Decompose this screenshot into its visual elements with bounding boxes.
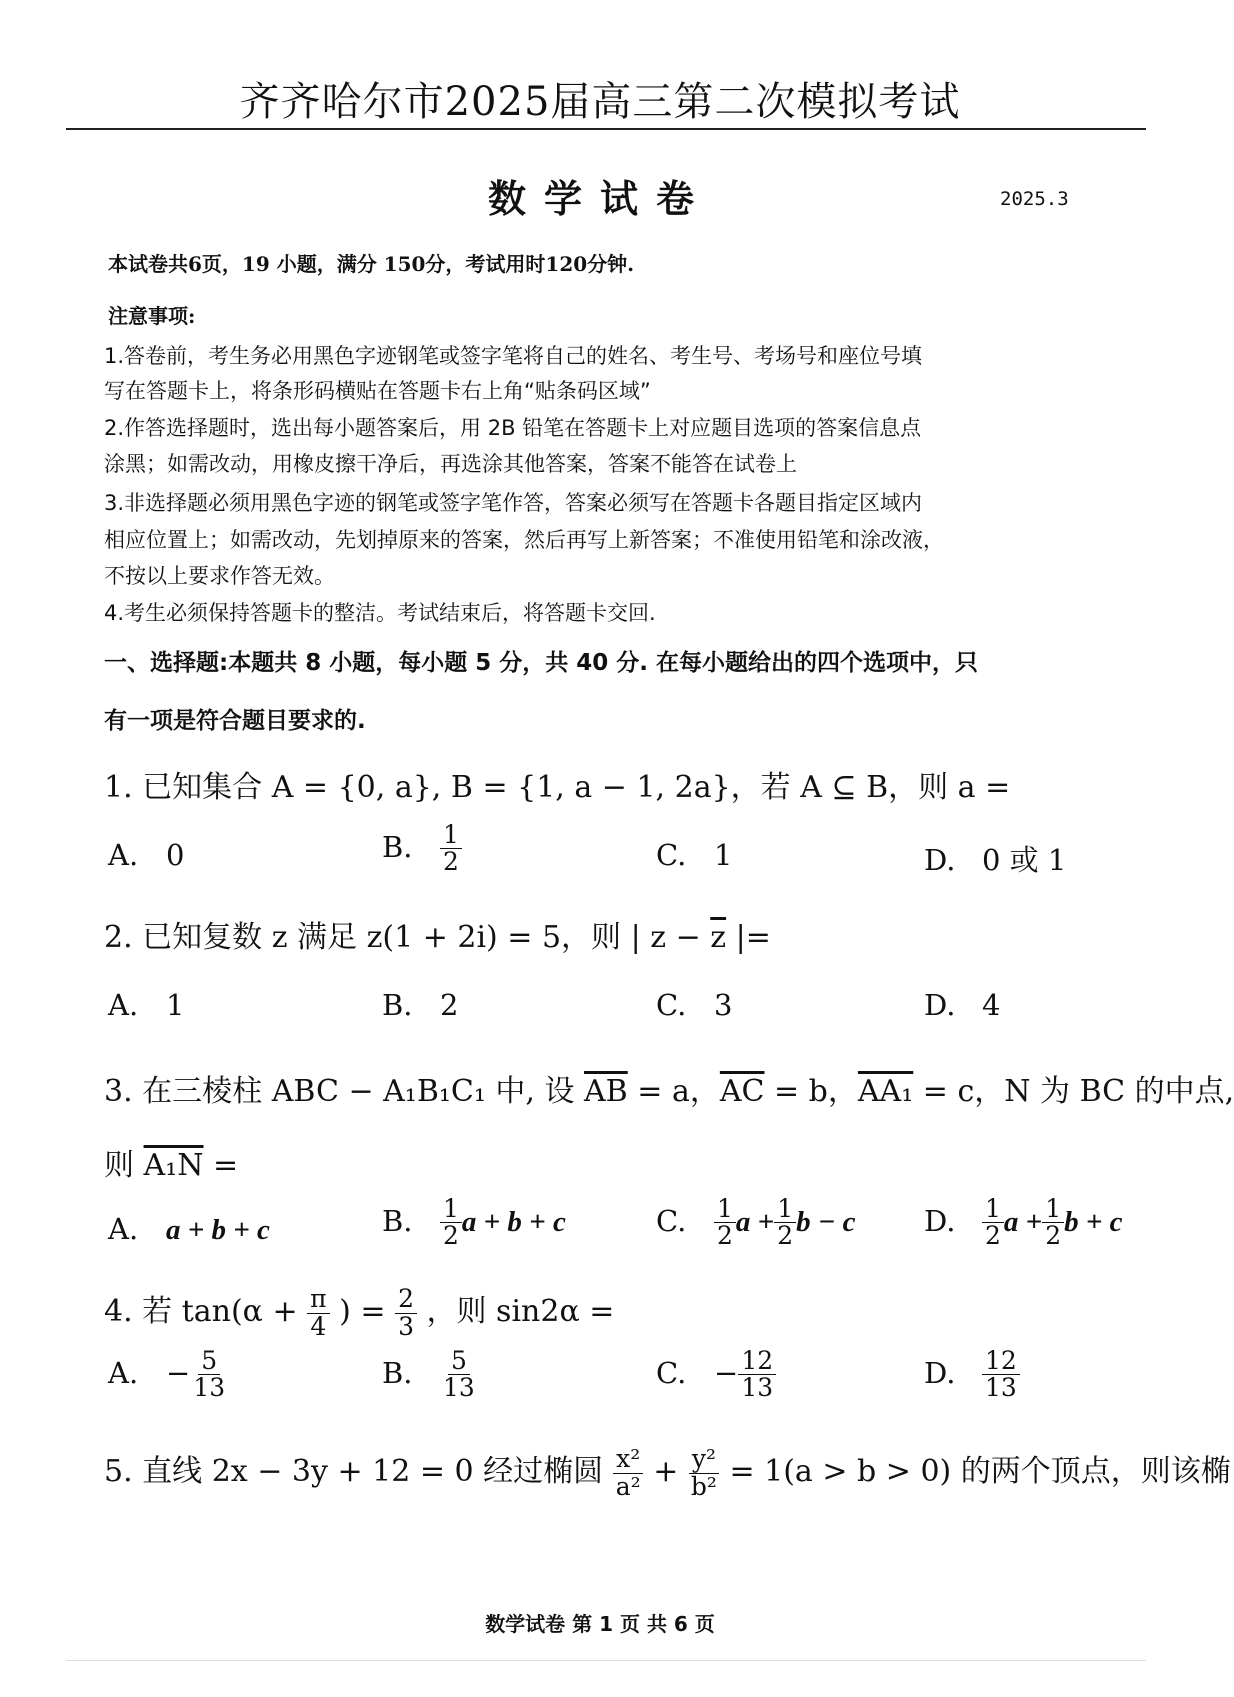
fraction: $\frac{1}{2}$ — [774, 1196, 796, 1250]
vector-aa1: AA₁ — [857, 1074, 914, 1109]
exam-title: 齐齐哈尔市2025届高三第二次模拟考试 — [239, 79, 961, 125]
fraction: $\frac{\pi}{4}$ — [307, 1286, 329, 1340]
note-line: 4.考生必须保持答题卡的整洁。考试结束后，将答题卡交回. — [104, 601, 656, 625]
q1-option-a — [108, 838, 184, 872]
q3-option-c: C. $\frac{1}{2}$ a + $\frac{1}{2}$ b − c — [656, 1194, 856, 1251]
fraction: $\frac{1}{2}$ — [1042, 1196, 1064, 1250]
fraction: $\frac{2}{3}$ — [395, 1286, 417, 1340]
page-footer: 数学试卷 第 1 页 共 6 页 — [485, 1612, 715, 1636]
q1-option-c — [656, 838, 732, 872]
fraction: $\frac{1}{2}$ — [440, 822, 462, 876]
note-line: 3.非选择题必须用黑色字迹的钢笔或签字笔作答，答案必须写在答题卡各题目指定区域内 — [104, 491, 923, 515]
fraction: $\frac{1}{2}$ — [982, 1196, 1004, 1250]
fraction: $\frac{12}{13}$ — [738, 1348, 776, 1402]
section-heading: 一、选择题:本题共 8 小题，每小题 5 分，共 40 分. 在每小题给出的四个选项中，只 — [104, 650, 978, 676]
question-5-stem: 5. 直线 2x − 3y + 12 = 0 经过椭圆 $\frac{\text{x²}}{\text{a²}}$ + $\frac{\text{y²}}{\text{b²}}$ = 1(a > b > 0) 的两个顶点，则该椭 — [104, 1444, 1231, 1501]
notes-title: 注意事项: — [108, 304, 196, 328]
note-line: 写在答题卡上，将条形码横贴在答题卡右上角“贴条码区域” — [104, 379, 651, 403]
conjugate-z: $\overline{z}$ — [710, 920, 727, 955]
question-3-stem-cont: 则 A₁N = — [104, 1148, 239, 1183]
note-line: 2.作答选择题时，选出每小题答案后，用 2B 铅笔在答题卡上对应题目选项的答案信息点 — [104, 416, 922, 440]
fraction: $\frac{5}{13}$ — [193, 1346, 226, 1403]
option-value: 0 或 1 — [982, 843, 1067, 877]
section-heading-cont: 有一项是符合题目要求的. — [104, 708, 366, 734]
note-line: 不按以上要求作答无效。 — [104, 564, 335, 588]
q4-option-b: B. $\frac{5}{13}$ — [382, 1348, 478, 1402]
q4-option-c: C. − $\frac{12}{13}$ — [656, 1348, 776, 1402]
q1-option-d — [924, 838, 1066, 879]
option-label: B. — [382, 829, 413, 864]
note-line: 1.答卷前，考生务必用黑色字迹钢笔或签字笔将自己的姓名、考生号、考场号和座位号填 — [104, 344, 923, 368]
fraction: $\frac{1}{2}$ — [714, 1196, 736, 1250]
q3-option-a: A. a + b + c — [108, 1212, 270, 1246]
fraction: $\frac{\text{y²}}{\text{b²}}$ — [688, 1446, 720, 1500]
q2-option-a: A. 1 — [108, 988, 185, 1022]
exam-info: 本试卷共6页，19 小题，满分 150分，考试用时120分钟. — [108, 252, 635, 276]
option-label: D. — [924, 843, 956, 877]
note-line: 相应位置上；如需改动，先划掉原来的答案，然后再写上新答案；不准使用铅笔和涂改液， — [104, 528, 944, 552]
q3-option-d: D. $\frac{1}{2}$ a + $\frac{1}{2}$ b + c — [924, 1194, 1123, 1251]
question-2-stem: 2. 已知复数 z 满足 z(1 + 2i) = 5，则 | $z - \overline{z}$ |= — [104, 920, 771, 955]
exam-date: 2025.3 — [1000, 188, 1069, 210]
vector-ab: $\overline{AB}$ — [584, 1074, 628, 1109]
option-label: C. — [656, 838, 687, 872]
subject-title: 数学试卷 — [487, 176, 712, 221]
bottom-divider — [66, 1660, 1146, 1661]
vector-ac: $\overline{AC}$ — [719, 1074, 765, 1109]
fraction: $\frac{12}{13}$ — [982, 1348, 1020, 1402]
question-4-stem: 4. 若 tan(α + $\frac{\pi}{4}$ ) = $\frac{2}{3}$ ，则 sin2α = — [104, 1284, 615, 1341]
fraction: $\frac{5}{13}$ — [443, 1346, 475, 1403]
option-value: 1 — [714, 838, 733, 872]
q4-option-d: D. $\frac{12}{13}$ — [924, 1348, 1020, 1402]
q1-option-b — [382, 822, 462, 876]
question-1-stem: 1. 已知集合 A = {0, a}, B = {1, a − 1, 2a}，若 A ⊆ B，则 a = — [104, 770, 1011, 805]
fraction: $\frac{\text{x²}}{\text{a²}}$ — [613, 1446, 644, 1500]
q2-option-b: B. 2 — [382, 988, 459, 1022]
q2-option-c: C. 3 — [656, 988, 733, 1022]
vector-a1n: A₁N — [143, 1148, 204, 1183]
option-value: 0 — [166, 838, 185, 872]
question-3-stem: 3. 在三棱柱 ABC − A₁B₁C₁ 中, 设 $\overline{AB} = a$，$\overline{AC} = b$，AA₁ = c，N 为 BC 的中点, — [104, 1074, 1234, 1109]
q2-option-d: D. 4 — [924, 988, 1001, 1022]
q3-option-b: B. $\frac{1}{2}$ a + b + c — [382, 1194, 566, 1251]
note-line: 涂黑；如需改动，用橡皮擦干净后，再选涂其他答案，答案不能答在试卷上 — [104, 452, 797, 476]
title-divider — [66, 128, 1146, 130]
q4-option-a: A. − $\frac{5}{13}$ — [108, 1348, 228, 1402]
fraction: $\frac{1}{2}$ — [440, 1196, 462, 1250]
option-label: A. — [108, 838, 139, 872]
